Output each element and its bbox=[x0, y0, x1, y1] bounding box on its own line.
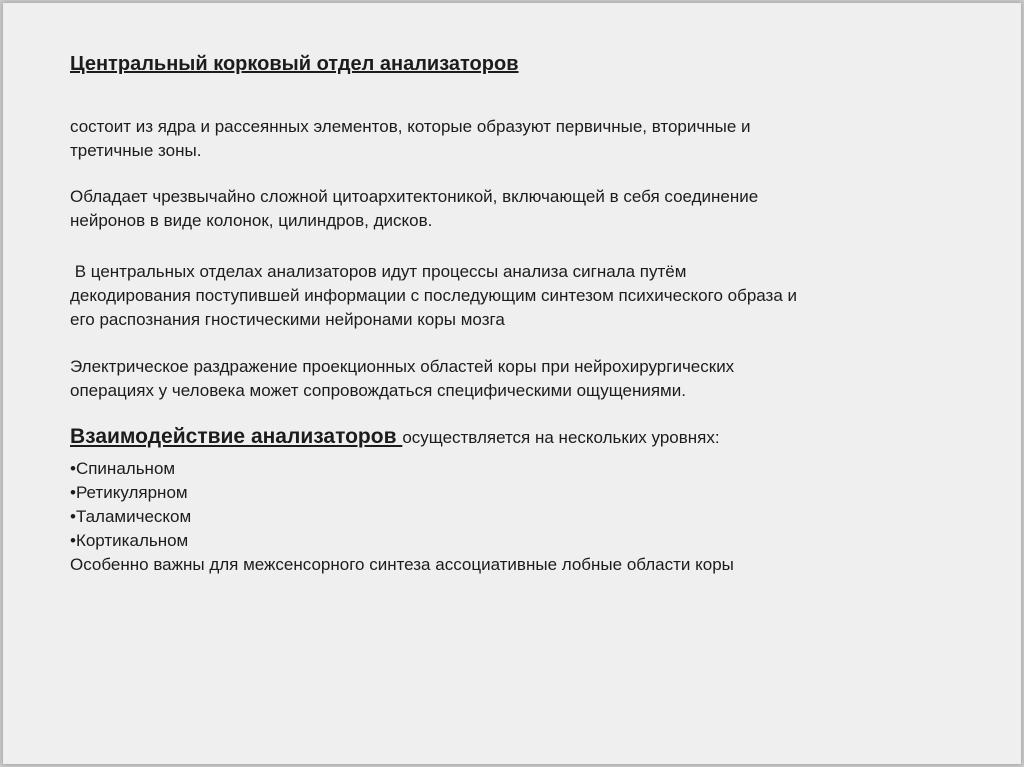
levels-list bbox=[70, 457, 734, 577]
paragraph-line: В центральных отделах анализаторов идут процессы анализа сигнала путём bbox=[70, 262, 687, 281]
slide bbox=[3, 3, 1021, 764]
paragraph-line: состоит из ядра и рассеянных элементов, которые образуют первичные, вторичные и bbox=[70, 117, 751, 136]
paragraph-line: нейронов в виде колонок, цилиндров, дисков. bbox=[70, 211, 433, 230]
interaction-heading-line bbox=[70, 425, 720, 449]
list-item: •Кортикальном bbox=[70, 531, 189, 550]
paragraph-line: третичные зоны. bbox=[70, 141, 202, 160]
paragraph-line: операциях у человека может сопровождаться специфическими ощущениями. bbox=[70, 381, 686, 400]
list-item: •Спинальном bbox=[70, 459, 176, 478]
list-item: •Таламическом bbox=[70, 507, 192, 526]
paragraph-line: Электрическое раздражение проекционных областей коры при нейрохирургических bbox=[70, 357, 735, 376]
interaction-heading-rest: осуществляется на нескольких уровнях: bbox=[402, 428, 720, 447]
slide-title: Центральный корковый отдел анализаторов bbox=[70, 53, 519, 75]
paragraph-line: декодирования поступившей информации с последующим синтезом психического образа и bbox=[70, 286, 798, 305]
paragraph-analysis bbox=[70, 260, 797, 332]
interaction-heading: Взаимодействие анализаторов bbox=[70, 425, 403, 448]
closing-note: Особенно важны для межсенсорного синтеза ассоциативные лобные области коры bbox=[70, 555, 734, 574]
list-item: •Ретикулярном bbox=[70, 483, 188, 502]
paragraph-cytoarchitectonics bbox=[70, 185, 758, 233]
paragraph-line: его распознания гностическими нейронами коры мозга bbox=[70, 310, 505, 329]
paragraph-stimulation bbox=[70, 355, 734, 403]
paragraph-zones bbox=[70, 115, 751, 163]
paragraph-line: Обладает чрезвычайно сложной цитоархитектоникой, включающей в себя соединение bbox=[70, 187, 759, 206]
